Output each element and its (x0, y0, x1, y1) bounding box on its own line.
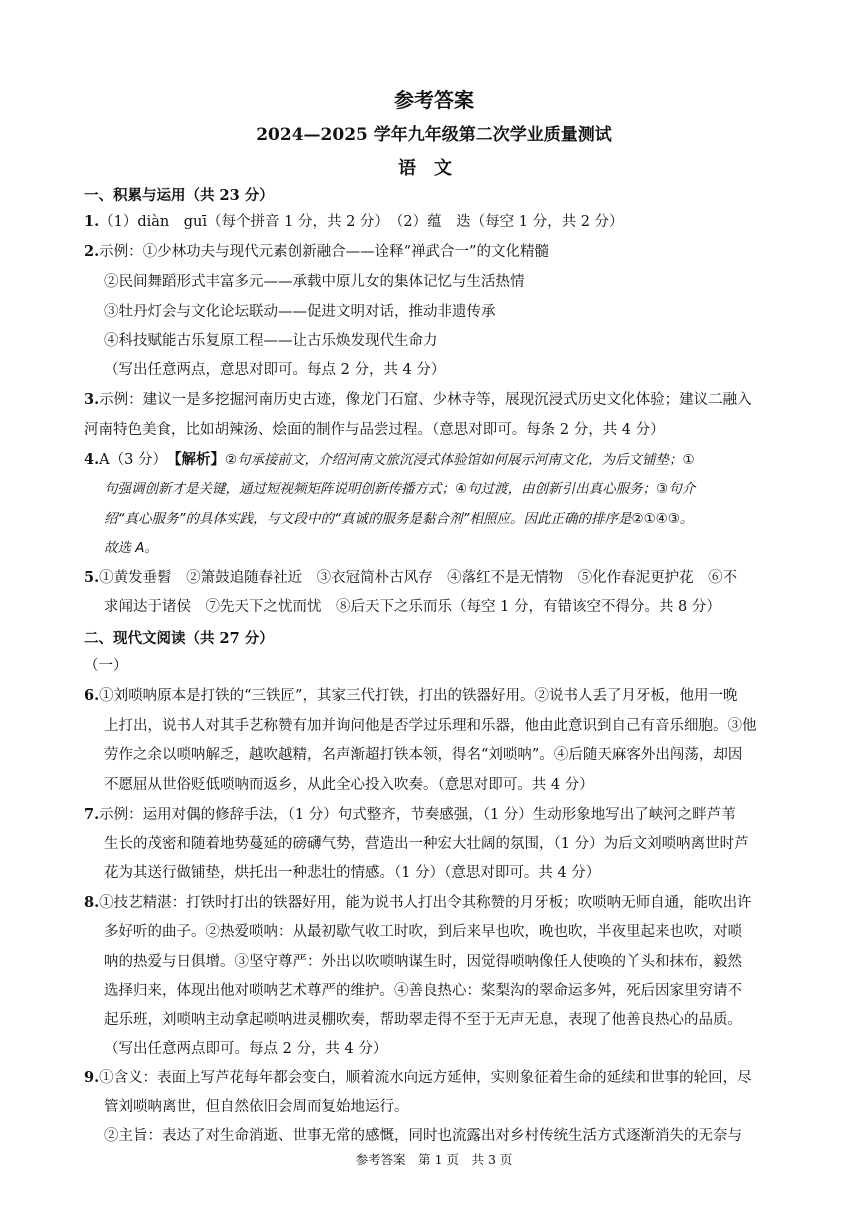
question-9 (84, 1068, 784, 1088)
question-number: 9. (84, 1069, 100, 1086)
answer-text: ①含义：表面上写芦花每年都会变白，顺着流水向远方延伸，实则象征着生命的延续和世事的轮回，尽 (99, 1070, 752, 1086)
answer-text: 示例：运用对偶的修辞手法，（1 分）句式整齐，节奏感强，（1 分）生动形象地写出了峡河之畔芦苇 (99, 807, 736, 823)
doc-subject: 语文 (398, 158, 470, 179)
answer-text: ①刘唢呐原本是打铁的“三铁匠”，其家三代打铁，打出的铁器好用。②说书人丢了月牙板，他用一晚 (99, 688, 738, 704)
answer-line: 管刘唢呐离世，但自然依旧会周而复始地运行。 (104, 1099, 409, 1115)
answer-line: ③牡丹灯会与文化论坛联动——促进文明对话，推动非遗传承 (104, 304, 496, 320)
question-number: 5. (84, 569, 100, 586)
analysis-line: 句强调创新才是关键，通过短视频矩阵说明创新传播方式；④句过渡，由创新引出真心服务；③句介 (104, 481, 696, 497)
answer-choice: A（3 分） (99, 452, 175, 468)
answer-text: ①技艺精湛：打铁时打出的铁器好用，能为说书人打出令其称赞的月牙板；吹唢呐无师自通，能吹出许 (99, 895, 752, 911)
question-4 (84, 450, 784, 470)
answer-line: ④科技赋能古乐复原工程——让古乐焕发现代生命力 (104, 333, 438, 349)
answer-line: 求闻达于诸侯 ⑦先天下之忧而忧 ⑧后天下之乐而乐（每空 1 分，有错该空不得分。共 8 分） (104, 599, 721, 615)
answer-text: ①黄发垂髫 ②箫鼓追随春社近 ③衣冠简朴古风存 ④落红不是无情物 ⑤化作春泥更护花 ⑥不 (99, 570, 738, 586)
question-7 (84, 805, 784, 825)
answer-line: 多好听的曲子。②热爱唢呐：从最初歇气收工时吹，到后来早也吹，晚也吹，半夜里起来也吹，对唢 (104, 924, 742, 940)
analysis-line: 故选 A。 (104, 540, 159, 556)
answer-line: 花为其送行做铺垫，烘托出一种悲壮的情感。（1 分）（意思对即可。共 4 分） (104, 865, 601, 881)
doc-title: 参考答案 (394, 88, 474, 112)
scoring-note: （写出任意两点，意思对即可。每点 2 分，共 4 分） (104, 362, 446, 378)
question-number: 8. (84, 894, 100, 911)
answer-line: 上打出，说书人对其手艺称赞有加并询问他是否学过乐理和乐器，他由此意识到自己有音乐细胞。③他 (104, 718, 757, 734)
answer-line: 选择归来，体现出他对唢呐艺术尊严的维护。④善良热心：桨梨沟的翠命运多舛，死后因家里穷请不 (104, 983, 742, 999)
answer-text: 示例：建议一是多挖掘河南历史古迹，像龙门石窟、少林寺等，展现沉浸式历史文化体验；建议二融入 (99, 392, 752, 408)
analysis-text: ②句承接前文，介绍河南文旅沉浸式体验馆如何展示河南文化，为后文铺垫；① (224, 452, 695, 468)
answer-line: 呐的热爱与日俱增。③坚守尊严：外出以吹唢呐谋生时，因觉得唢呐像任人使唤的丫头和抹布，毅然 (104, 954, 742, 970)
question-6 (84, 686, 784, 706)
answer-text: （1）diàn guī（每个拼音 1 分，共 2 分） （2）蕴 迭（每空 1 分，共 2 分） (99, 214, 624, 230)
answer-line: 生长的茂密和随着地势蔓延的磅礴气势，营造出一种宏大壮阔的氛围，（1 分）为后文刘唢呐离世时芦 (104, 836, 749, 852)
question-3 (84, 390, 784, 410)
doc-subtitle: 2024—2025 学年九年级第二次学业质量测试 (256, 125, 612, 145)
question-1 (84, 212, 784, 232)
section-heading: 一、积累与运用（共 23 分） (84, 187, 274, 204)
answer-line: ②主旨：表达了对生命消逝、世事无常的感慨，同时也流露出对乡村传统生活方式逐渐消失的无奈与 (104, 1128, 742, 1144)
question-5 (84, 568, 784, 588)
section-heading: 二、现代文阅读（共 27 分） (84, 630, 274, 647)
question-number: 1. (84, 213, 100, 230)
question-number: 2. (84, 243, 100, 260)
analysis-line: 绍“真心服务”的具体实践，与文段中的“真诚的服务是黏合剂”相照应。因此正确的排序是②①④③。 (104, 511, 694, 527)
question-8 (84, 893, 784, 913)
analysis-tag: 【解析】 (174, 451, 225, 468)
answer-line: 不愿屈从世俗贬低唢呐而返乡，从此全心投入吹奏。（意思对即可。共 4 分） (104, 777, 594, 793)
scoring-note: （写出任意两点即可。每点 2 分，共 4 分） (104, 1041, 388, 1057)
answer-line: 起乐班，刘唢呐主动拿起唢呐进灵棚吹奏，帮助翠走得不至于无声无息，表现了他善良热心的品质。 (104, 1012, 742, 1028)
answer-line: ②民间舞蹈形式丰富多元——承载中原儿女的集体记忆与生活热情 (104, 274, 525, 290)
subsection-heading: （一） (84, 658, 128, 674)
page-footer: 参考答案 第 1 页 共 3 页 (355, 1152, 513, 1167)
answer-line: 河南特色美食，比如胡辣汤、烩面的制作与品尝过程。（意思对即可。每条 2 分，共 4 分） (84, 422, 665, 438)
question-number: 6. (84, 687, 100, 704)
question-number: 4. (84, 451, 100, 468)
question-number: 3. (84, 391, 100, 408)
answer-line: 劳作之余以唢呐解乏，越吹越精，名声渐超打铁本领，得名“刘唢呐”。④后随天麻客外出闯荡，却因 (104, 747, 743, 763)
question-number: 7. (84, 806, 100, 823)
answer-text: 示例：①少林功夫与现代元素创新融合——诠释“禅武合一”的文化精髓 (99, 244, 549, 260)
question-2 (84, 242, 784, 262)
